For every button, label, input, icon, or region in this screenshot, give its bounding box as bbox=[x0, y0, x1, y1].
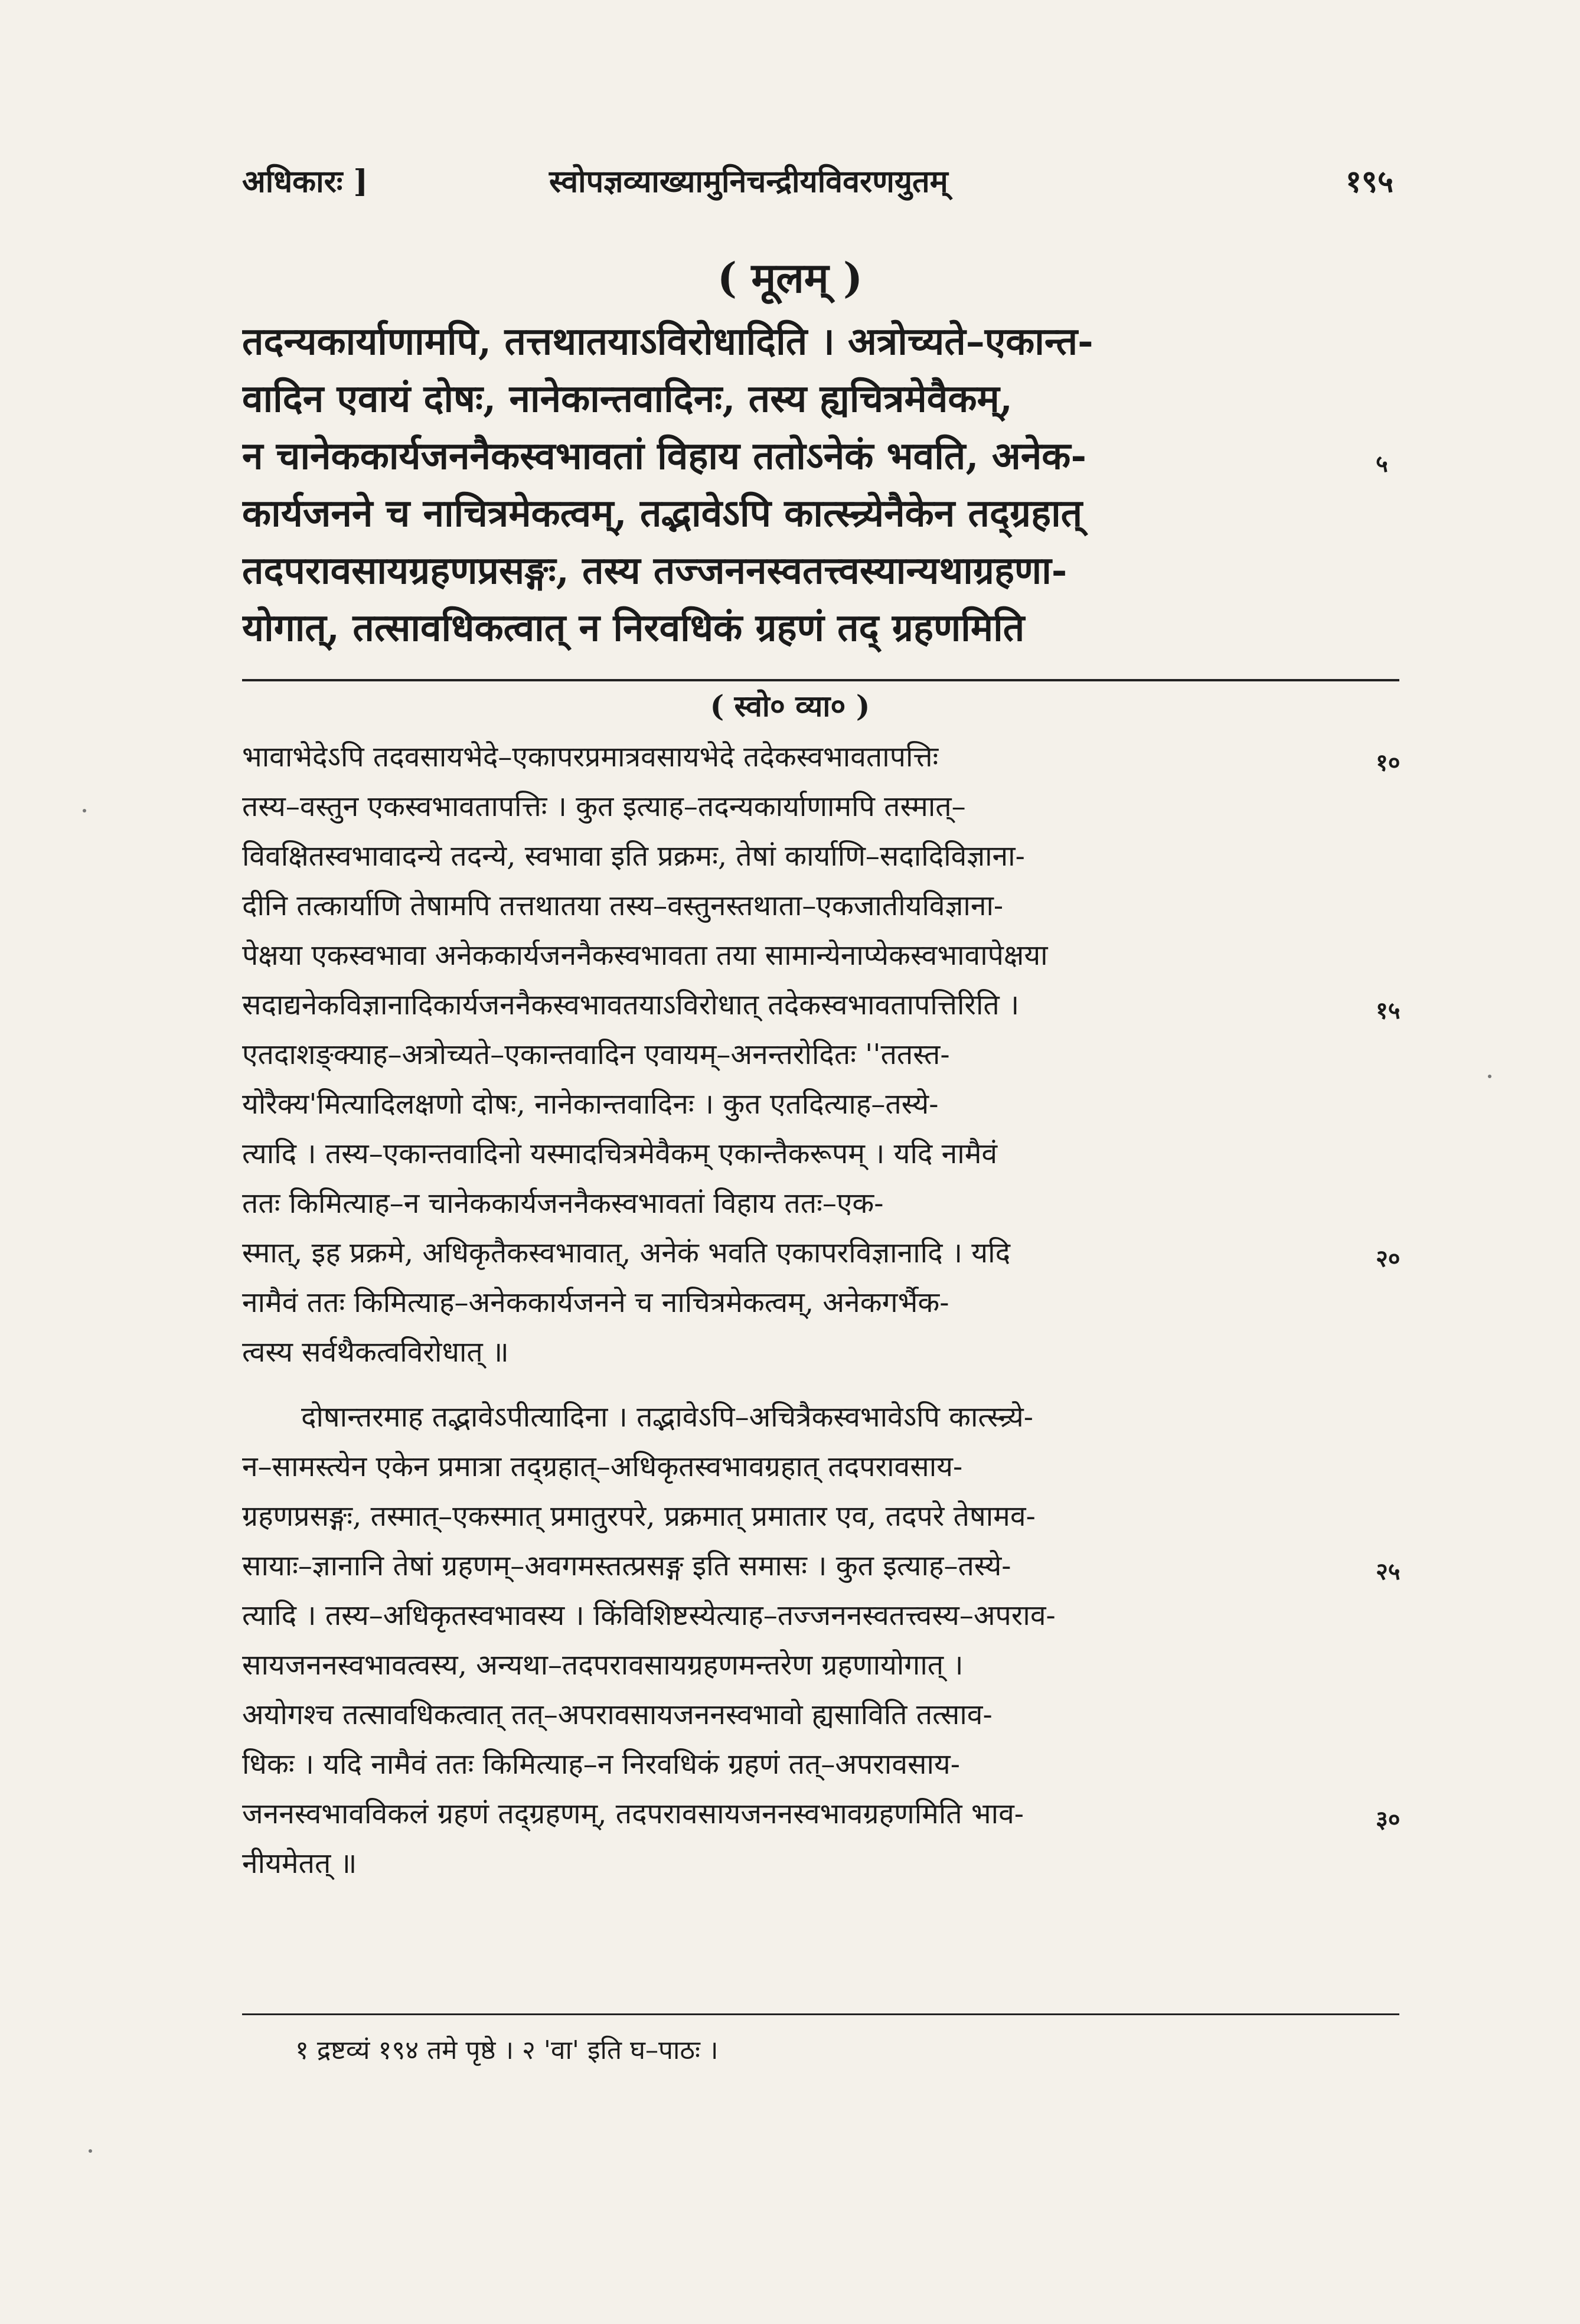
line-number: २० bbox=[1376, 1245, 1401, 1272]
mula-heading: ( मूलम् ) bbox=[717, 253, 863, 302]
vyakhya-line: विवक्षितस्वभावादन्ये तदन्ये, स्वभावा इति प्रक्रमः, तेषां कार्याणि–सदादिविज्ञाना- bbox=[242, 840, 1025, 873]
mula-line: कार्यजनने च नाचित्रमेकत्वम्, तद्भावेऽपि कात्स्न्र्येनैकेन तद्ग्रहात् bbox=[242, 491, 1083, 536]
vyakhya-line: सदाद्यनेकविज्ञानादिकार्यजननैकस्वभावतयाऽविरोधात् तदेकस्वभावतापत्तिरिति । bbox=[242, 988, 1020, 1021]
vyakhya-line: स्मात्, इह प्रक्रमे, अधिकृतैकस्वभावात्, अनेकं भवति एकापरविज्ञानादि । यदि bbox=[242, 1236, 1011, 1269]
vyakhya-line: जननस्वभावविकलं ग्रहणं तद्ग्रहणम्, तदपरावसायजननस्वभावग्रहणमिति भाव- bbox=[242, 1797, 1024, 1830]
vyakhya-line: धिकः । यदि नामैवं ततः किमित्याह–न निरवधिकं ग्रहणं तत्–अपरावसाय- bbox=[242, 1748, 960, 1781]
mula-line: तदन्यकार्याणामपि, तत्तथातयाऽविरोधादिति । अत्रोच्यते–एकान्त- bbox=[242, 319, 1093, 364]
line-number: २५ bbox=[1376, 1558, 1401, 1585]
mula-text bbox=[242, 313, 1399, 657]
mula-line: न चानेककार्यजननैकस्वभावतां विहाय ततोऽनेकं भवति, अनेक- bbox=[242, 434, 1087, 478]
footnote-rule bbox=[242, 2013, 1399, 2015]
vyakhya-line: नीयमेतत् ॥ bbox=[242, 1847, 357, 1880]
vyakhya-line: सायजननस्वभावत्वस्य, अन्यथा–तदपरावसायग्रहणमन्तरेण ग्रहणायोगात् । bbox=[242, 1649, 964, 1682]
vyakhya-line: त्वस्य सर्वथैकत्वविरोधात् ॥ bbox=[242, 1336, 509, 1369]
divider-rule bbox=[242, 679, 1399, 681]
vyakhya-line: योरैक्य'मित्यादिलक्षणो दोषः, नानेकान्तवादिनः । कुत एतदित्याह–तस्ये- bbox=[242, 1088, 939, 1121]
mula-line: वादिन एवायं दोषः, नानेकान्तवादिनः, तस्य ह्यचित्रमेवैकम्, bbox=[242, 377, 1013, 421]
line-number: १० bbox=[1376, 749, 1401, 776]
vyakhya-line: सायाः–ज्ञानानि तेषां ग्रहणम्–अवगमस्तत्प्रसङ्ग इति समासः । कुत इत्याह–तस्ये- bbox=[242, 1549, 1011, 1582]
vyakhya-heading: ( स्वो० व्या० ) bbox=[710, 688, 870, 723]
vyakhya-line: एतदाशङ्क्याह–अत्रोच्यते–एकान्तवादिन एवायम्–अनन्तरोदितः ''ततस्त- bbox=[242, 1038, 950, 1071]
running-header bbox=[242, 159, 1393, 213]
vyakhya-line: दीनि तत्कार्याणि तेषामपि तत्तथातया तस्य–वस्तुनस्तथाता–एकजातीयविज्ञाना- bbox=[242, 889, 1004, 922]
mula-line: योगात्, तत्सावधिकत्वात् न निरवधिकं ग्रहणं तद् ग्रहणमिति bbox=[242, 606, 1025, 650]
vyakhya-line: ततः किमित्याह–न चानेककार्यजननैकस्वभावतां विहाय ततः–एक- bbox=[242, 1187, 884, 1220]
vyakhya-line: पेक्षया एकस्वभावा अनेककार्यजननैकस्वभावता तया सामान्येनाप्येकस्वभावापेक्षया bbox=[242, 939, 1048, 972]
line-number: ५ bbox=[1376, 450, 1388, 478]
vyakhya-line: अयोगश्च तत्सावधिकत्वात् तत्–अपरावसायजननस्वभावो ह्यसाविति तत्साव- bbox=[242, 1698, 993, 1731]
vyakhya-line: ग्रहणप्रसङ्गः, तस्मात्–एकस्मात् प्रमातुरपरे, प्रक्रमात् प्रमातार एव, तदपरे तेषामव- bbox=[242, 1500, 1036, 1533]
line-number: १५ bbox=[1376, 997, 1401, 1024]
header-title: स्वोपज्ञव्याख्यामुनिचन्द्रीयविवरणयुतम् bbox=[549, 164, 948, 200]
vyakhya-line: भावाभेदेऽपि तदवसायभेदे–एकापरप्रमात्रवसायभेदे तदेकस्वभावतापत्तिः bbox=[242, 740, 939, 773]
page-number: १९५ bbox=[1345, 164, 1393, 200]
vyakhya-line: त्यादि । तस्य–अधिकृतस्वभावस्य । किंविशिष्टस्येत्याह–तज्जननस्वतत्त्वस्य–अपराव- bbox=[242, 1599, 1056, 1632]
vyakhya-line: नामैवं ततः किमित्याह–अनेककार्यजनने च नाचित्रमेकत्वम्, अनेकगर्भैक- bbox=[242, 1286, 949, 1319]
header-chapter: अधिकारः ] bbox=[242, 164, 368, 200]
paper-speck bbox=[1488, 1075, 1491, 1078]
vyakhya-line: तस्य–वस्तुन एकस्वभावतापत्तिः । कुत इत्याह–तदन्यकार्याणामपि तस्मात्– bbox=[242, 790, 966, 823]
mula-line: तदपरावसायग्रहणप्रसङ्गः, तस्य तज्जननस्वतत्त्वस्यान्यथाग्रहणा- bbox=[242, 549, 1068, 593]
vyakhya-line: न–सामस्त्येन एकेन प्रमात्रा तद्ग्रहात्–अधिकृतस्वभावग्रहात् तदपरावसाय- bbox=[242, 1450, 963, 1483]
vyakhya-line: त्यादि । तस्य–एकान्तवादिनो यस्मादचित्रमेवैकम् एकान्तैकरूपम् । यदि नामैवं bbox=[242, 1137, 998, 1170]
footnote: १ द्रष्टव्यं १९४ तमे पृष्ठे । २ 'वा' इति घ–पाठः । bbox=[295, 2035, 719, 2065]
vyakhya-line: दोषान्तरमाह तद्भावेऽपीत्यादिना । तद्भावेऽपि–अचित्रैकस्वभावेऽपि कात्स्न्र्ये- bbox=[301, 1401, 1033, 1434]
paper-speck bbox=[83, 809, 86, 812]
line-number: ३० bbox=[1376, 1806, 1401, 1833]
paper-speck bbox=[89, 2149, 92, 2153]
vyakhya-text bbox=[242, 732, 1399, 1888]
